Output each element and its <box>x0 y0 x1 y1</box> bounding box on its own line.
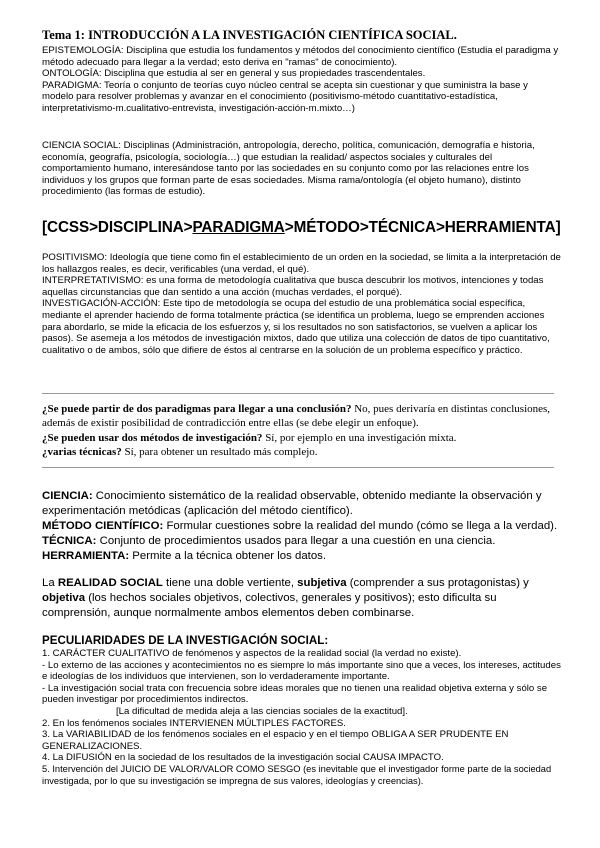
term-ciencia <box>42 489 562 519</box>
definition-ontologia: ONTOLOGÍA: Disciplina que estudia al ser en general y sus propiedades trascendentales. <box>42 68 426 80</box>
term-label: TÉCNICA: <box>42 535 97 547</box>
questions-block <box>42 402 562 460</box>
divider-top <box>42 393 554 394</box>
list-item: 1. CARÁCTER CUALITATIVO de fenómenos y aspectos de la realidad social (la verdad no existe). <box>42 648 462 659</box>
page-title: Tema 1: INTRODUCCIÓN A LA INVESTIGACIÓN CIENTÍFICA SOCIAL. <box>42 28 457 42</box>
term-label: MÉTODO CIENTÍFICO: <box>42 520 164 532</box>
term-tecnica <box>42 534 562 549</box>
term-definition: Formular cuestiones sobre la realidad del mundo (cómo se llega a la verdad). <box>163 520 558 532</box>
term-label: HERRAMIENTA: <box>42 550 130 562</box>
divider-bottom <box>42 467 554 468</box>
paradigm-interpretativismo: INTERPRETATIVISMO: es una forma de metodología cualitativa que busca descubrir los motivos, intenciones y todas aquellas circunstancias que dan sentido a una acción (muchas verdades, el porqué). <box>42 275 544 298</box>
answer-text: Sí, para obtener un resultado más complejo. <box>121 446 318 459</box>
list-item: 2. En los fenómenos sociales INTERVIENEN MÚLTIPLES FACTORES. <box>42 717 346 729</box>
list-item: - La investigación social trata con frecuencia sobre ideas morales que no tienen una realidad objetiva externa y sólo se pueden investigar por procedimientos indirectos. <box>42 682 548 706</box>
term-herramienta <box>42 549 562 564</box>
peculiaridades-heading: PECULIARIDADES DE LA INVESTIGACIÓN SOCIAL: <box>42 634 329 647</box>
question-paradigmas <box>42 402 562 431</box>
term-definition: Conjunto de procedimientos usados para llegar a una cuestión en una ciencia. <box>96 535 496 547</box>
list-item: 3. La VARIABILIDAD de los fenómenos sociales en el espacio y en el tiempo OBLIGA A SER PRUDENTE EN GENERALIZACIONES. <box>42 729 509 752</box>
text-run-bold: objetiva <box>42 592 86 604</box>
answer-text: No, pues derivaría en distintas conclusiones, además de existir posibilidad de contradicción entre ellas (se debe elegir un enfoque). <box>42 403 551 430</box>
list-item: 4. La DIFUSIÓN en la sociedad de los resultados de la investigación social CAUSA IMPACTO. <box>42 752 444 764</box>
question-tecnicas <box>42 445 562 459</box>
hierarchy-part-start: [CCSS>DISCIPLINA> <box>42 219 193 236</box>
text-run-bold: subjetiva <box>297 577 347 589</box>
hierarchy-part-end: >MÉTODO>TÉCNICA>HERRAMIENTA] <box>284 219 561 236</box>
definition-epistemologia: EPISTEMOLOGÍA: Disciplina que estudia los fundamentos y métodos del conocimiento científico (Estudia el paradigma y método adecuado para llegar a la verdad; esto deriva en "ramas" de conocimiento). <box>42 45 559 68</box>
question-text: ¿Se pueden usar dos métodos de investigación? <box>42 431 263 444</box>
text-run: tiene una doble vertiente, <box>162 577 298 589</box>
question-metodos <box>42 431 562 445</box>
terms-block <box>42 489 562 564</box>
term-definition: Permite a la técnica obtener los datos. <box>129 550 327 562</box>
definition-ciencia-social: CIENCIA SOCIAL: Disciplinas (Administración, antropología, derecho, política, comunicación, demografía e historia, economía, geografía, psicología, sociología…) que estudian la realidad/ aspectos sociales y culturales del comportamiento humano, interesándose tanto por las sociedades en su conjunto como por las relaciones entre los individuos y los grupos que forman parte de esas sociedades. Misma rama/ontología (el objeto humano), distinto procedimiento (las formas de estudio). <box>42 140 535 198</box>
text-run: (comprender a sus protagonistas) y <box>346 577 529 589</box>
question-text: ¿varias técnicas? <box>42 446 122 459</box>
text-run-bold: REALIDAD SOCIAL <box>57 577 163 589</box>
paradigm-investigacion-accion: INVESTIGACIÓN-ACCIÓN: Este tipo de metodología se ocupa del estudio de una problemática social específica, mediante el aprender haciendo de forma totalmente práctica (se identifica un problema, luego se emprenden acciones para abordarlo, se mide la eficacia de los esfuerzos y, si los resultados no son satisfactorios, se vuelven a aplicar los pasos). Se asemeja a los métodos de investigación mixtos, dado que utiliza una colección de datos de tipo cuantitativo, cualitativo o de ambos, sólo que difiere de éstos al centrarse en la solución de un problema específico y práctico. <box>42 298 550 356</box>
paradigm-positivismo: POSITIVISMO: Ideología que tiene como fin el establecimiento de un orden en la sociedad, se limita a la interpretación de los hallazgos reales, es decir, verificables (una verdad, el qué). <box>42 252 561 275</box>
text-run: (los hechos sociales objetivos, colectivos, generales y positivos); esto dificulta su comprensión, aunque normalmente ambos elementos deben combinarse. <box>42 592 497 619</box>
definition-paradigma: PARADIGMA: Teoría o conjunto de teorías cuyo núcleo central se acepta sin cuestionar y que suministra la base y modelo para resolver problemas y avanzar en el conocimiento (positivismo-método cuantitativo-estadística, interpretativismo-m.cualitativo-entrevista, investigación-acción-m.mixto…) <box>42 79 528 114</box>
question-text: ¿Se puede partir de dos paradigmas para llegar a una conclusión? <box>42 403 352 415</box>
paradigms-block <box>42 252 562 356</box>
term-label: CIENCIA: <box>42 490 93 502</box>
answer-text: Sí, por ejemplo en una investigación mixta. <box>262 431 457 444</box>
bracket-note: [La dificultad de medida aleja a las ciencias sociales de la exactitud]. <box>116 705 408 717</box>
realidad-social-paragraph <box>42 576 562 621</box>
text-run: La <box>42 577 58 589</box>
hierarchy-part-paradigma: PARADIGMA <box>192 219 285 236</box>
term-definition: Conocimiento sistemático de la realidad observable, obtenido mediante la observación y experimentación metódicas (aplicación del método científico). <box>42 490 542 517</box>
peculiaridades-list <box>42 648 562 787</box>
list-item: - Lo externo de las acciones y acontecimientos no es siempre lo más importante sino que a veces, los intereses, actitudes e ideologías de los individuos que intervienen, son lo verdaderamente importante. <box>42 659 561 683</box>
definitions-block <box>42 45 562 115</box>
term-metodo-cientifico <box>42 519 562 534</box>
list-item: 5. Intervención del JUICIO DE VALOR/VALOR COMO SESGO (es inevitable que el investigador forme parte de la sociedad investigada, por lo que su investigación se impregna de sus valores, ideologías y creencias). <box>42 763 552 786</box>
hierarchy-heading <box>42 218 562 237</box>
